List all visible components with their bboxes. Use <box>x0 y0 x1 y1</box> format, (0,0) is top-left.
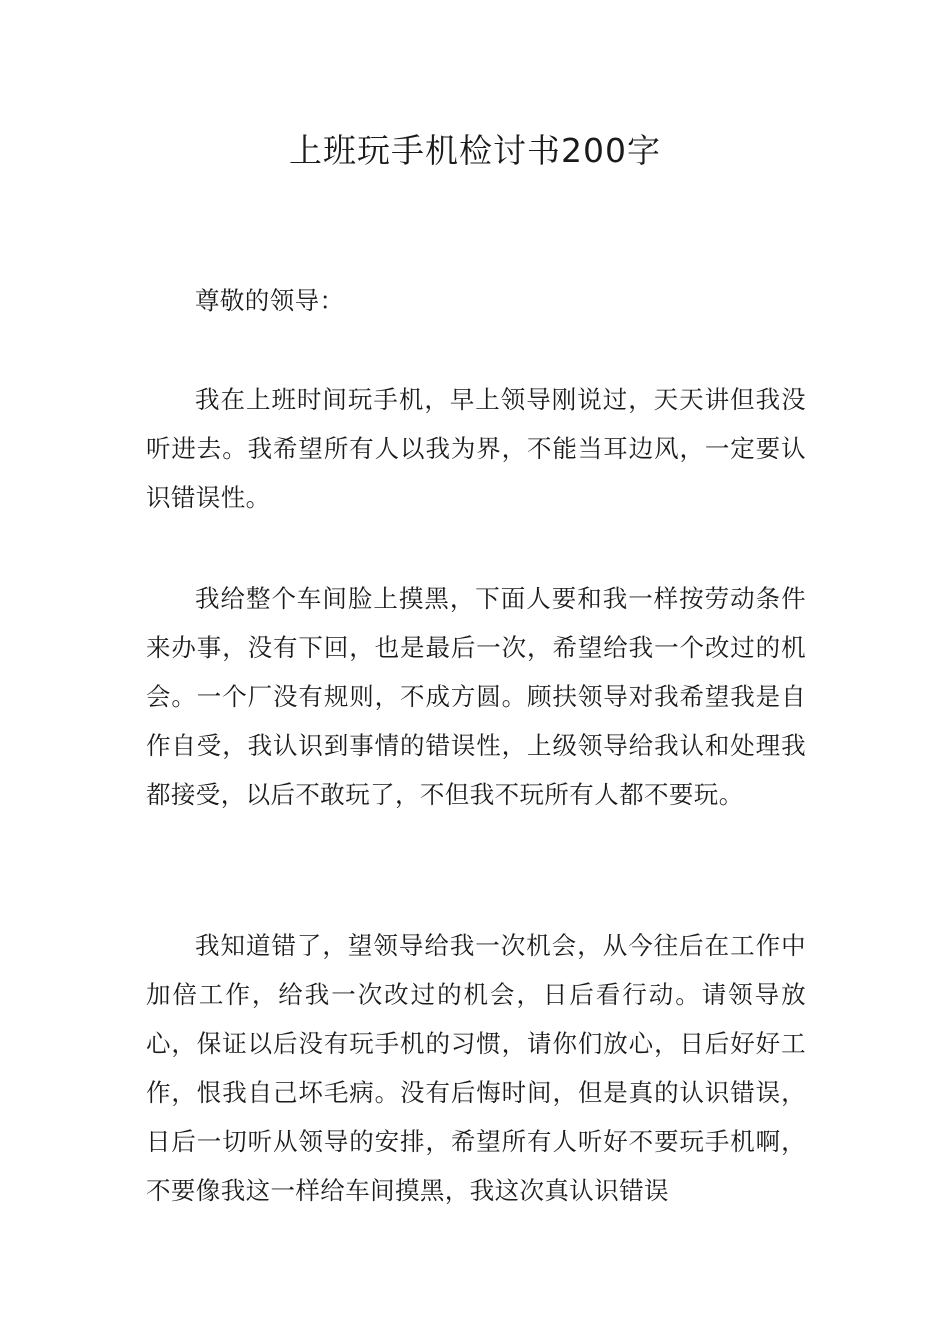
document-title: 上班玩手机检讨书200字 <box>289 131 661 170</box>
paragraph-2: 我给整个车间脸上摸黑，下面人要和我一样按劳动条件来办事，没有下回，也是最后一次，希望给我一个改过的机会。一个厂没有规则，不成方圆。顾扶领导对我希望我是自作自受，我认识到事情的错误性，上级领导给我认和处理我都接受，以后不敢玩了，不但我不玩所有人都不要玩。 <box>146 584 806 809</box>
salutation: 尊敬的领导： <box>195 286 345 315</box>
paragraph-3: 我知道错了，望领导给我一次机会，从今往后在工作中加倍工作，给我一次改过的机会，日后看行动。请领导放心，保证以后没有玩手机的习惯，请你们放心，日后好好工作，恨我自己坏毛病。没有后悔时间，但是真的认识错误，日后一切听从领导的安排，希望所有人听好不要玩手机啊，不要像我这一样给车间摸黑，我这次真认识错误 <box>146 931 806 1205</box>
paragraph-1: 我在上班时间玩手机，早上领导刚说过，天天讲但我没听进去。我希望所有人以我为界，不能当耳边风，一定要认识错误性。 <box>146 385 806 512</box>
